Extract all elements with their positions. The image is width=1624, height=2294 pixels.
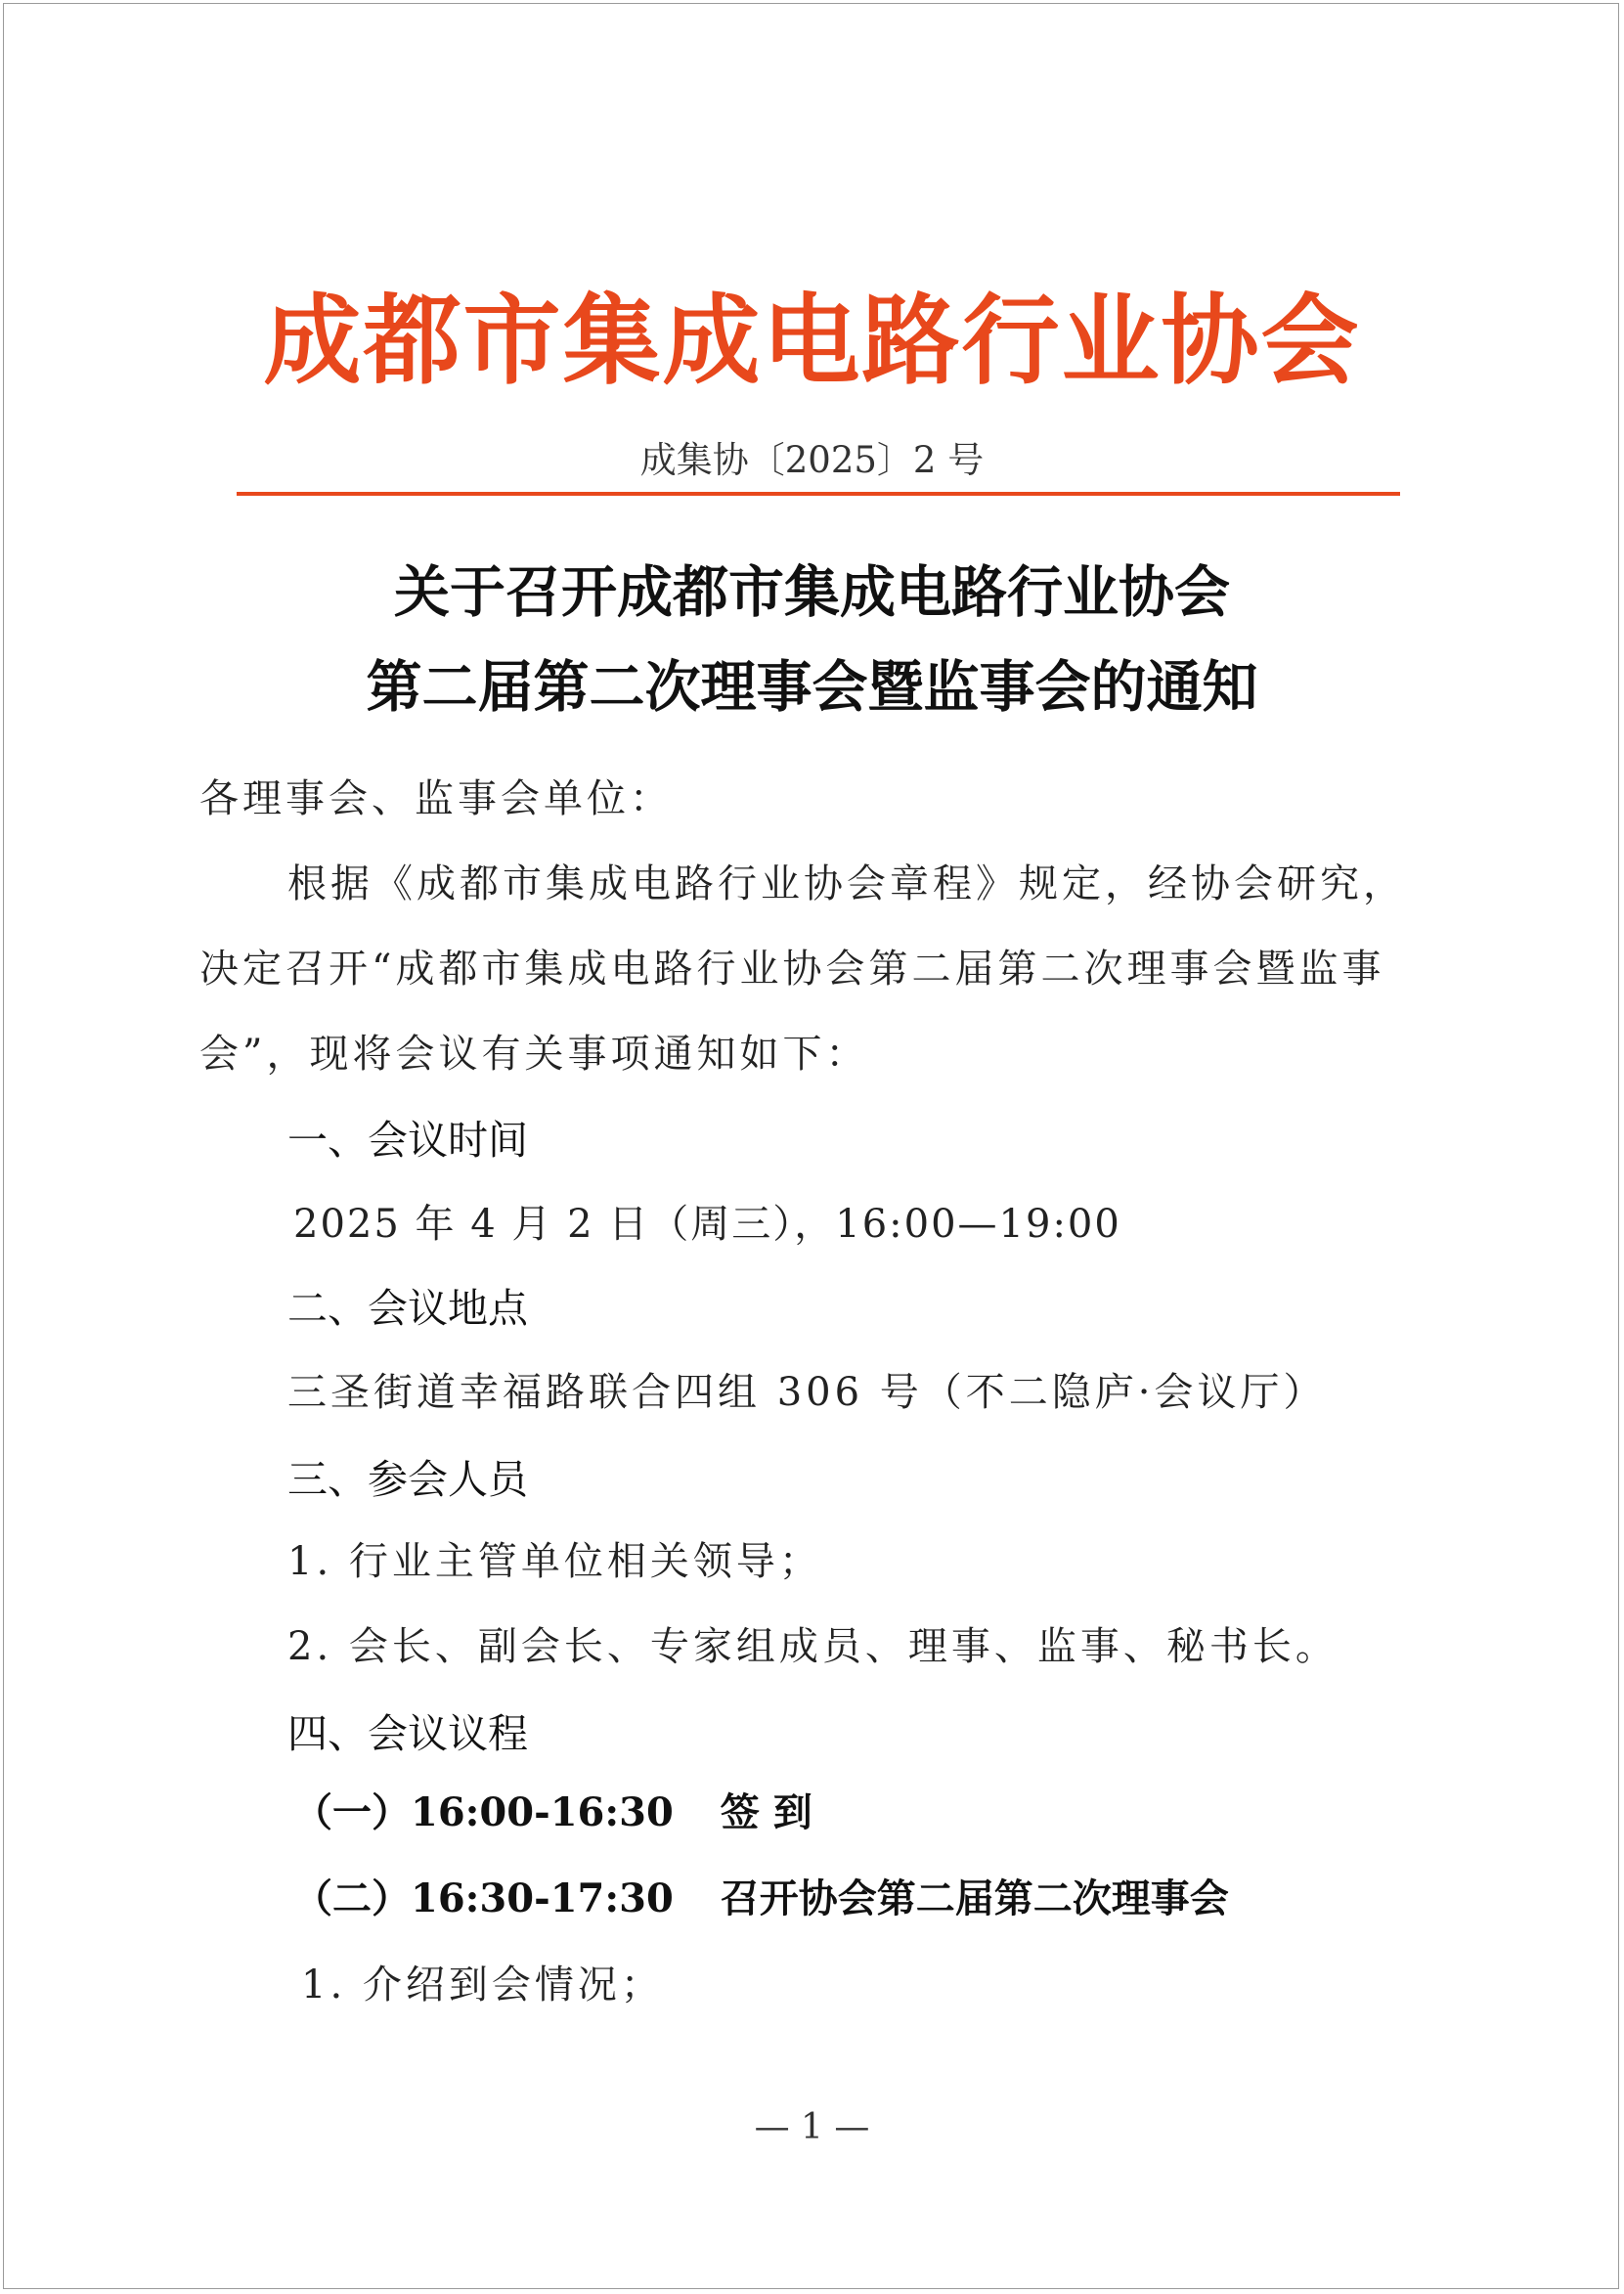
meeting-location: 三圣街道幸福路联合四组 306 号（不二隐庐·会议厅）	[287, 1370, 1327, 1415]
attendee-item-2: 2. 会长、副会长、专家组成员、理事、监事、秘书长。	[287, 1624, 1339, 1669]
page-number: — 1 —	[754, 2107, 870, 2147]
red-header-rule	[237, 492, 1400, 496]
section-heading-agenda: 四、会议议程	[287, 1710, 528, 1757]
organization-name: 成都市集成电路行业协会	[263, 284, 1361, 398]
salutation: 各理事会、监事会单位：	[199, 776, 673, 821]
intro-line-3: 会”，现将会议有关事项通知如下：	[199, 1032, 869, 1077]
agenda-item-2	[293, 1868, 1229, 1923]
agenda-item-1	[293, 1782, 812, 1837]
agenda-sub-item-1: 1. 介绍到会情况；	[301, 1963, 664, 2007]
notice-title-line-1: 关于召开成都市集成电路行业协会	[394, 559, 1230, 625]
section-heading-attendees: 三、参会人员	[287, 1456, 528, 1503]
attendee-item-1: 1. 行业主管单位相关领导；	[287, 1539, 822, 1584]
section-heading-time: 一、会议时间	[287, 1117, 528, 1164]
document-number: 成集协〔2025〕2 号	[639, 439, 985, 481]
intro-line-1: 根据《成都市集成电路行业协会章程》规定，经协会研究，	[287, 861, 1406, 906]
section-heading-location: 二、会议地点	[287, 1285, 528, 1332]
agenda-time-2: （二）16:30-17:30	[293, 1875, 674, 1921]
notice-title-line-2: 第二届第二次理事会暨监事会的通知	[366, 654, 1258, 720]
meeting-time: 2025 年 4 月 2 日（周三），16:00—19:00	[293, 1202, 1121, 1247]
agenda-text-1: 签 到	[720, 1789, 812, 1835]
intro-line-2: 决定召开“成都市集成电路行业协会第二届第二次理事会暨监事	[199, 947, 1385, 992]
agenda-text-2: 召开协会第二届第二次理事会	[720, 1875, 1229, 1921]
agenda-time-1: （一）16:00-16:30	[293, 1789, 674, 1835]
